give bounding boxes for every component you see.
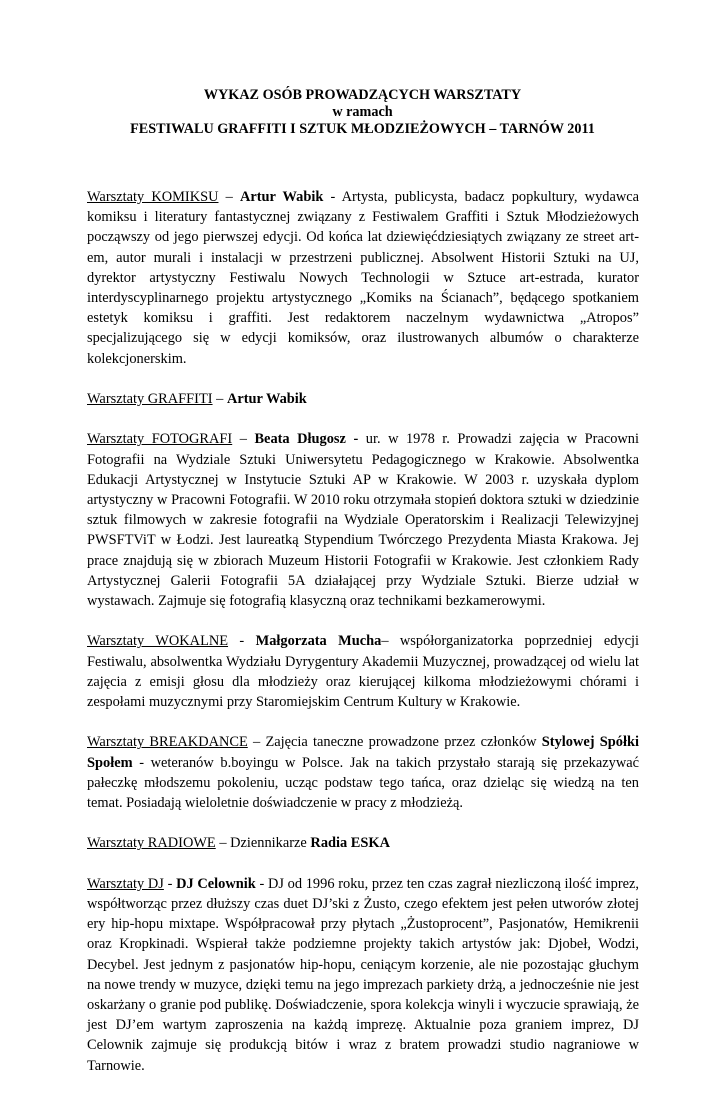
workshop-label: Warsztaty BREAKDANCE bbox=[87, 734, 248, 751]
section-graffiti bbox=[87, 389, 639, 409]
separator: – bbox=[247, 734, 266, 751]
separator: - bbox=[163, 875, 177, 892]
section-intro: Dziennikarze bbox=[230, 835, 311, 852]
instructor-name: Beata Długosz - bbox=[254, 431, 359, 448]
separator: – bbox=[232, 431, 255, 448]
section-description: - Artysta, publicysta, badacz popkultury, wydawca komiksu i literatury fantastycznej związany z Festiwalem Graffiti i Sztuk Młodzieżowych począwszy od jego pierwszej edycji. Od końca lat dziewięćdziesiątych związany ze street art-em, autor murali i instalacji w przestrzeni publicznej. Absolwent Historii Sztuki na UJ, dyrektor artystyczny Festiwalu Nowych Technologii w Sztuce art-estrada, kurator interdyscyplinarnego projektu artystycznego „Komiks na Ścianach”, będącego spotkaniem estetyk komiksu i graffiti. Jest redaktorem naczelnym wydawnictwa „Atropos” specjalizującego się w edycji komiksów, oraz ilustrowanych albumów o charakterze kolekcjonerskim. bbox=[87, 189, 640, 367]
section-radiowe bbox=[87, 833, 639, 853]
section-intro: Zajęcia taneczne prowadzone przez członków bbox=[265, 734, 542, 751]
workshop-label: Warsztaty RADIOWE bbox=[87, 835, 216, 852]
workshop-label: Warsztaty DJ bbox=[87, 875, 164, 892]
section-description: ur. w 1978 r. Prowadzi zajęcia w Pracowni Fotografii na Wydziale Sztuki Uniwersytetu Pedagogicznego w Krakowie. Absolwentka Edukacji Artystycznej w Instytucie Sztuki AP w Krakowie. W 2003 r. uzyskała dyplom artystyczny w Pracowni Fotografii. W 2010 roku otrzymała stopień doktora sztuki w dziedzinie sztuk filmowych w zakresie fotografii na Wydziale Operatorskim i Realizacji Telewizyjnej PWSFTViT w Łodzi. Jest laureatką Stypendium Twórczego Prezydenta Miasta Krakowa. Jej prace znajdują się w zbiorach Muzeum Historii Fotografii w Krakowie. Jest członkiem Rady Artystycznej Galerii Fotografii 5A działającej przy Wydziale Sztuki. Bierze udział w wystawach. Zajmuje się fotografią klasyczną oraz technikami bezkamerowymi. bbox=[87, 431, 639, 610]
section-description: - DJ od 1996 roku, przez ten czas zagrał niezliczoną ilość imprez, współtworząc przez dłuższy czas duet DJ’ski z Żusto, czego efektem jest pełen utworów złotej ery hip-hopu mixtape. Współpracował przy płytach „Żustoprocent”, Pasjonatów, Hemikrenii oraz Kropkinadi. Wspierał także podziemne projekty takich artystów jak: Djobeł, Wodzi, Decybel. Jest jednym z pasjonatów hip-hopu, ceniącym korzenie, ale nie pozostając głuchym na nowe trendy w muzyce, dzięki temu na jego imprezach parkiety drżą, a jednocześnie nie jest oskarżany o granie pod publikę. Doświadczenie, spora kolekcja winyli i wyczucie sprawiają, że jest DJ’em wartym zaproszenia na każdą imprezę. Aktualnie poza graniem imprez, DJ Celownik zajmuje się produkcją bitów i wraz z bratem prowadzi studio nagraniowe w Tarnowie. bbox=[87, 875, 639, 1074]
document-header bbox=[80, 87, 645, 138]
section-wokalne bbox=[87, 631, 639, 712]
instructor-name: Artur Wabik bbox=[239, 189, 324, 205]
instructor-name: Stylowej Spółki Społem bbox=[87, 734, 640, 771]
section-description: – współorganizatorka poprzedniej edycji Festiwalu, absolwentka Wydziału Dyrygentury Akademii Muzycznej, prowadzącej od wielu lat zajęcia z emisji głosu dla młodzieży oraz kierującej kilkoma młodzieżowymi chórami i zespołami muzycznymi przy Staromiejskim Centrum Kultury w Krakowie. bbox=[87, 633, 639, 711]
separator: - bbox=[228, 633, 256, 650]
workshop-label: Warsztaty FOTOGRAFI bbox=[87, 431, 233, 448]
instructor-name: Radia ESKA bbox=[310, 835, 390, 852]
instructor-name: Artur Wabik bbox=[226, 391, 307, 408]
section-fotografia bbox=[87, 429, 639, 611]
separator: – bbox=[215, 835, 231, 852]
header-festival-title: FESTIWALU GRAFFITI I SZTUK MŁODZIEŻOWYCH – TARNÓW 2011 bbox=[130, 121, 595, 137]
header-subtitle: w ramach bbox=[332, 104, 393, 120]
section-komiks bbox=[87, 187, 639, 369]
document-body bbox=[87, 187, 639, 1096]
instructor-name: DJ Celownik bbox=[176, 875, 256, 892]
separator: – bbox=[218, 189, 240, 205]
section-dj bbox=[87, 874, 639, 1076]
workshop-label: Warsztaty KOMIKSU bbox=[87, 189, 219, 205]
separator: – bbox=[212, 391, 227, 408]
section-description: - weteranów b.boyingu w Polsce. Jak na takich przystało starają się przekazywać pałeczkę młodszemu pokoleniu, ucząc podstaw tego tańca, oraz dzieląc się wiedzą na ten temat. Posiadają wieloletnie doświadczenie w pracy z młodzieżą. bbox=[87, 754, 639, 812]
section-breakdance bbox=[87, 732, 639, 813]
header-title: WYKAZ OSÓB PROWADZĄCYCH WARSZTATY bbox=[203, 87, 522, 103]
instructor-name: Małgorzata Mucha bbox=[255, 633, 382, 650]
workshop-label: Warsztaty GRAFFITI bbox=[87, 391, 213, 408]
workshop-label: Warsztaty WOKALNE bbox=[87, 633, 229, 650]
